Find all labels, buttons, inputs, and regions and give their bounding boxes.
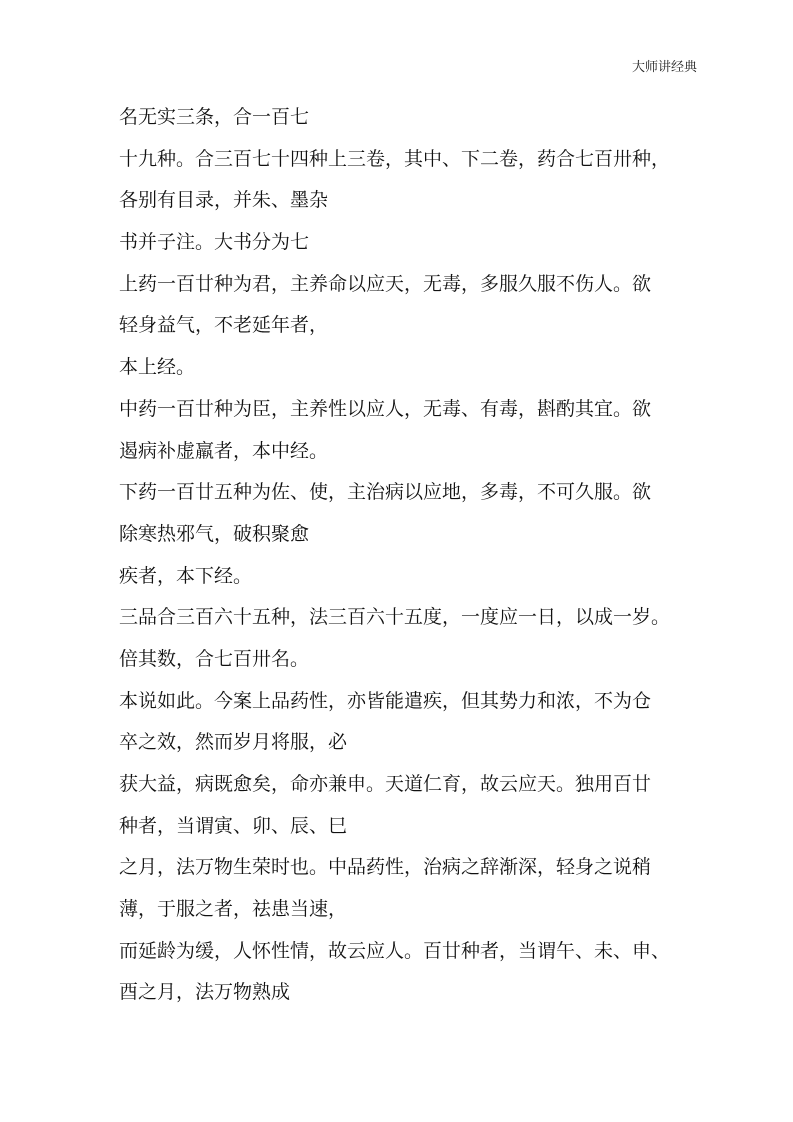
text-line: 名无实三条，合一百七	[119, 106, 310, 128]
text-line: 十九种。合三百七十四种上三卷，其中、下二卷，药合七百卅种，	[119, 147, 671, 170]
document-body	[119, 97, 719, 1014]
text-line: 卒之效，然而岁月将服，必	[119, 731, 348, 754]
text-line: 倍其数，合七百卅名。	[119, 647, 310, 670]
text-line: 中药一百廿种为臣，主养性以应人，无毒、有毒，斟酌其宜。欲	[119, 397, 652, 420]
text-line: 本说如此。今案上品药性，亦皆能遣疾，但其势力和浓，不为仓	[119, 689, 652, 712]
text-line: 轻身益气，不老延年者，	[119, 314, 329, 337]
text-line: 本上经。	[119, 356, 196, 379]
text-line: 各别有目录，并朱、墨杂	[119, 189, 329, 212]
text-line: 之月，法万物生荣时也。中品药性，治病之辞渐深，轻身之说稍	[119, 856, 652, 879]
text-line: 遏病补虚羸者，本中经。	[119, 439, 329, 462]
page-header-title: 大师讲经典	[631, 60, 697, 75]
text-line: 获大益，病既愈矣，命亦兼申。天道仁育，故云应天。独用百廿	[119, 773, 652, 795]
text-line: 酉之月，法万物熟成	[119, 981, 291, 1004]
text-line: 而延龄为缓，人怀性情，故云应人。百廿种者，当谓午、未、申、	[119, 939, 671, 962]
text-line: 疾者，本下经。	[119, 564, 253, 587]
text-line: 书并子注。大书分为七	[119, 231, 310, 254]
text-line: 上药一百廿种为君，主养命以应天，无毒，多服久服不伤人。欲	[119, 272, 652, 295]
text-line: 薄，于服之者，祛患当速，	[119, 898, 348, 921]
text-line: 三品合三百六十五种，法三百六十五度，一度应一日，以成一岁。	[119, 606, 671, 629]
text-line: 下药一百廿五种为佐、使，主治病以应地，多毒，不可久服。欲	[119, 481, 652, 504]
text-line: 除寒热邪气，破积聚愈	[119, 522, 310, 545]
text-line: 种者，当谓寅、卯、辰、巳	[119, 814, 348, 837]
